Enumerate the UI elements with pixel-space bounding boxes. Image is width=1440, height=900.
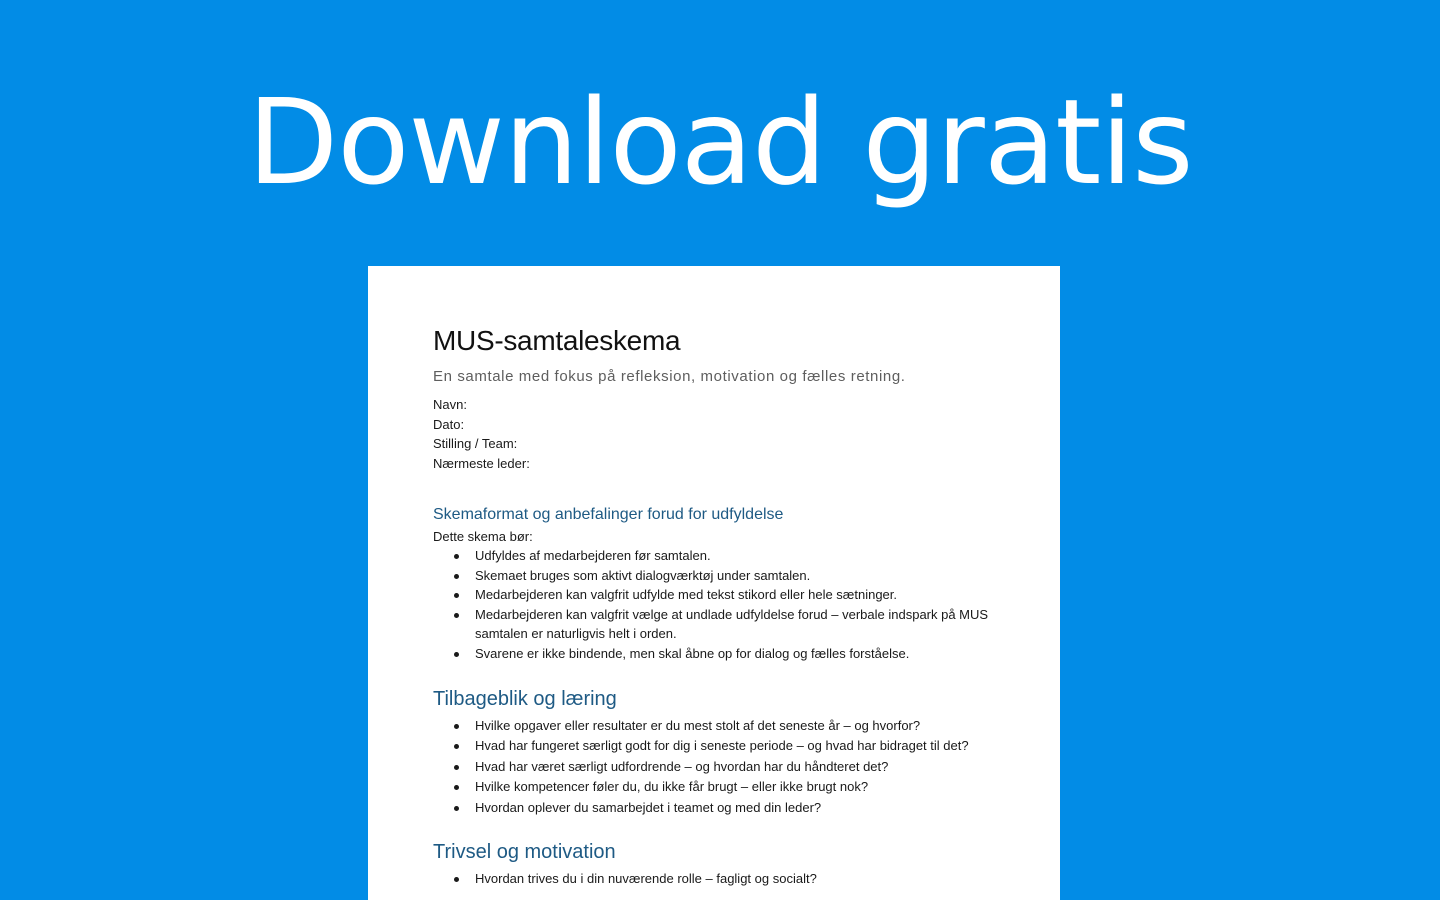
- field-position-team-label: Stilling / Team:: [433, 436, 518, 451]
- list-item-text: Hvordan oplever du samarbejdet i teamet og med din leder?: [475, 799, 822, 815]
- list-item-text: Hvilke kompetencer føler du, du ikke får brugt – eller ikke brugt nok?: [475, 779, 869, 795]
- bullet-icon: [454, 806, 459, 811]
- list-item-text: Medarbejderen kan valgfrit udfylde med tekst stikord eller hele sætninger.: [475, 587, 897, 603]
- retrospective-bullet-list: [433, 716, 996, 819]
- headline-download-gratis[interactable]: Download gratis: [247, 73, 1193, 211]
- wellbeing-bullet-list: [433, 869, 996, 889]
- bullet-icon: [454, 652, 459, 657]
- list-item: [433, 605, 996, 644]
- document-subtitle: En samtale med fokus på refleksion, motivation og fælles retning.: [433, 368, 906, 385]
- field-date-label: Dato:: [433, 416, 465, 432]
- list-item-text: Hvad har fungeret særligt godt for dig i seneste periode – og hvad har bidraget til det?: [475, 738, 969, 754]
- bullet-icon: [454, 765, 459, 770]
- section-lead-text: Dette skema bør:: [433, 529, 533, 544]
- format-bullet-list: [433, 546, 996, 664]
- list-item: [433, 585, 996, 605]
- section-heading-wellbeing: Trivsel og motivation: [433, 840, 616, 863]
- list-item-text: Svarene er ikke bindende, men skal åbne op for dialog og fælles forståelse.: [475, 645, 910, 661]
- document-title: MUS-samtaleskema: [433, 325, 681, 356]
- list-item-text: Skemaet bruges som aktivt dialogværktøj under samtalen.: [475, 567, 811, 583]
- list-item-text: Medarbejderen kan valgfrit vælge at undlade udfyldelse forud – verbale indspark på MUS samtalen er naturligvis helt i orden.: [475, 606, 989, 642]
- section-heading-retrospective: Tilbageblik og læring: [433, 687, 617, 710]
- document-preview[interactable]: [368, 266, 1060, 900]
- list-item: [433, 546, 996, 566]
- field-manager-label: Nærmeste leder:: [433, 455, 530, 471]
- field-name-label: Navn:: [433, 397, 467, 412]
- bullet-icon: [454, 554, 459, 559]
- bullet-icon: [454, 877, 459, 882]
- list-item: [433, 644, 996, 664]
- bullet-icon: [454, 744, 459, 749]
- bullet-icon: [454, 613, 459, 618]
- form-fields: [433, 395, 996, 473]
- bullet-icon: [454, 593, 459, 598]
- list-item: [433, 798, 996, 819]
- list-item: [433, 777, 996, 798]
- list-item-text: Hvordan trives du i din nuværende rolle – fagligt og socialt?: [475, 870, 817, 886]
- list-item: [433, 869, 996, 889]
- list-item-text: Hvilke opgaver eller resultater er du mest stolt af det seneste år – og hvorfor?: [475, 717, 921, 733]
- section-heading-format: Skemaformat og anbefalinger forud for udfyldelse: [433, 506, 784, 523]
- list-item: [433, 736, 996, 757]
- bullet-icon: [454, 724, 459, 729]
- list-item: [433, 716, 996, 737]
- list-item: [433, 757, 996, 778]
- list-item-text: Udfyldes af medarbejderen før samtalen.: [475, 548, 711, 563]
- bullet-icon: [454, 574, 459, 579]
- list-item: [433, 566, 996, 586]
- list-item-text: Hvad har været særligt udfordrende – og hvordan har du håndteret det?: [475, 758, 889, 774]
- bullet-icon: [454, 785, 459, 790]
